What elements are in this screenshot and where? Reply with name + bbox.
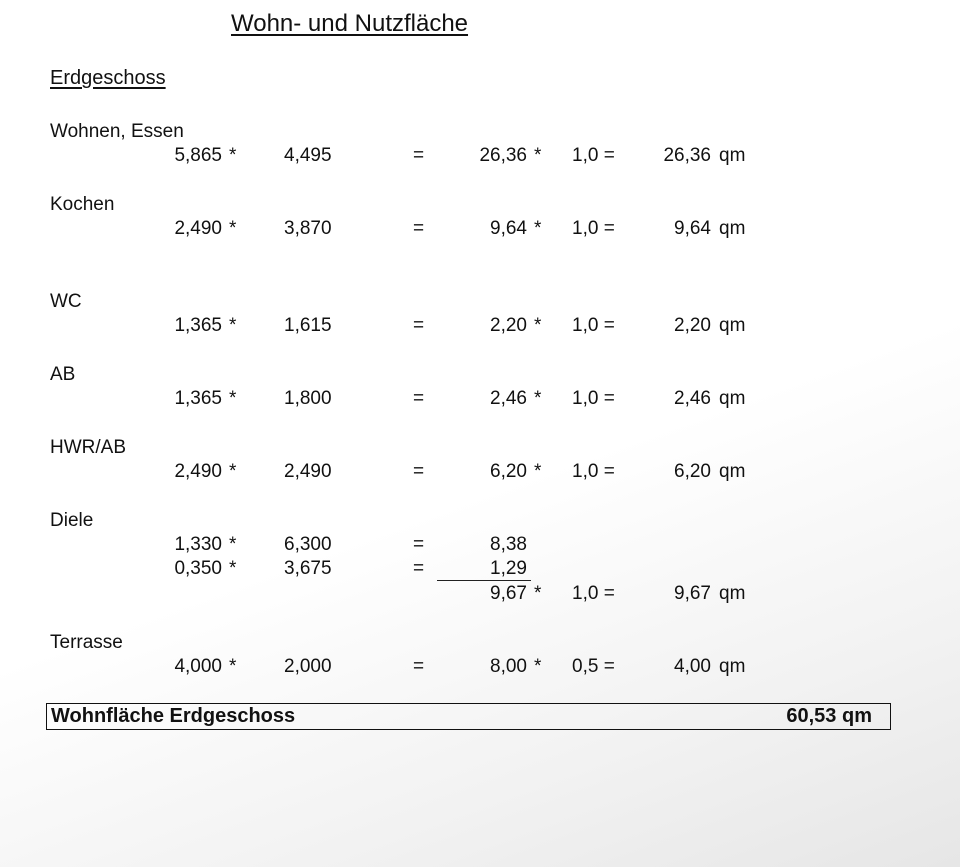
total-value: [786, 705, 872, 728]
unit-label: qm: [719, 218, 746, 239]
length-value: 5,865: [174, 145, 222, 166]
length-value: 4,000: [174, 656, 222, 677]
width-value: 3,675: [284, 558, 332, 579]
result-value: 9,67: [674, 583, 711, 604]
width-value: 2,000: [284, 656, 332, 677]
multiply-sign: *: [534, 461, 542, 482]
sum-divider-line: [437, 580, 531, 581]
length-value: 1,330: [174, 534, 222, 555]
total-box: [46, 703, 891, 730]
factor-value: 1,0 =: [572, 461, 615, 482]
area-value: 26,36: [479, 145, 527, 166]
multiply-sign: *: [229, 558, 237, 579]
multiply-sign: *: [229, 145, 237, 166]
multiply-sign: *: [229, 656, 237, 677]
length-value: 1,365: [174, 315, 222, 336]
area-sum-value: 9,67: [490, 583, 527, 604]
width-value: 3,870: [284, 218, 332, 239]
area-value: 2,46: [490, 388, 527, 409]
equals-sign: =: [413, 461, 425, 482]
area-value: 6,20: [490, 461, 527, 482]
result-value: 4,00: [674, 656, 711, 677]
width-value: 6,300: [284, 534, 332, 555]
area-value: 8,38: [490, 534, 527, 555]
multiply-sign: *: [229, 315, 237, 336]
width-value: 1,800: [284, 388, 332, 409]
width-value: 4,495: [284, 145, 332, 166]
length-value: 1,365: [174, 388, 222, 409]
section-heading: Erdgeschoss: [50, 67, 166, 89]
unit-label: qm: [719, 583, 746, 604]
room-name: Terrasse: [50, 632, 123, 653]
page-title: Wohn- und Nutzfläche: [231, 10, 469, 37]
equals-sign: =: [413, 315, 425, 336]
multiply-sign: *: [534, 656, 542, 677]
factor-value: 1,0 =: [572, 218, 615, 239]
result-value: 2,20: [674, 315, 711, 336]
multiply-sign: *: [534, 583, 542, 604]
multiply-sign: *: [229, 461, 237, 482]
total-label: Wohnfläche Erdgeschoss: [51, 705, 296, 727]
room-name: Diele: [50, 510, 94, 531]
equals-sign: =: [413, 656, 425, 677]
equals-sign: =: [413, 145, 425, 166]
factor-value: 1,0 =: [572, 145, 615, 166]
factor-value: 1,0 =: [572, 388, 615, 409]
room-name: Wohnen, Essen: [50, 121, 184, 142]
area-value: 9,64: [490, 218, 527, 239]
equals-sign: =: [413, 534, 425, 555]
room-name: Kochen: [50, 194, 115, 215]
length-value: 2,490: [174, 461, 222, 482]
multiply-sign: *: [229, 534, 237, 555]
result-value: 9,64: [674, 218, 711, 239]
equals-sign: =: [413, 218, 425, 239]
unit-label: qm: [719, 315, 746, 336]
total-number: 60,53: [786, 705, 837, 727]
factor-value: 1,0 =: [572, 315, 615, 336]
equals-sign: =: [413, 558, 425, 579]
result-value: 2,46: [674, 388, 711, 409]
result-value: 6,20: [674, 461, 711, 482]
factor-value: 0,5 =: [572, 656, 615, 677]
unit-label: qm: [719, 388, 746, 409]
width-value: 1,615: [284, 315, 332, 336]
multiply-sign: *: [229, 388, 237, 409]
total-unit: qm: [842, 705, 872, 727]
unit-label: qm: [719, 145, 746, 166]
room-name: AB: [50, 364, 76, 385]
multiply-sign: *: [534, 145, 542, 166]
length-value: 0,350: [174, 558, 222, 579]
unit-label: qm: [719, 656, 746, 677]
area-value: 2,20: [490, 315, 527, 336]
width-value: 2,490: [284, 461, 332, 482]
factor-value: 1,0 =: [572, 583, 615, 604]
multiply-sign: *: [534, 218, 542, 239]
area-value: 1,29: [490, 558, 527, 579]
multiply-sign: *: [229, 218, 237, 239]
unit-label: qm: [719, 461, 746, 482]
multiply-sign: *: [534, 388, 542, 409]
equals-sign: =: [413, 388, 425, 409]
result-value: 26,36: [663, 145, 711, 166]
length-value: 2,490: [174, 218, 222, 239]
area-value: 8,00: [490, 656, 527, 677]
multiply-sign: *: [534, 315, 542, 336]
room-name: WC: [50, 291, 82, 312]
room-name: HWR/AB: [50, 437, 126, 458]
